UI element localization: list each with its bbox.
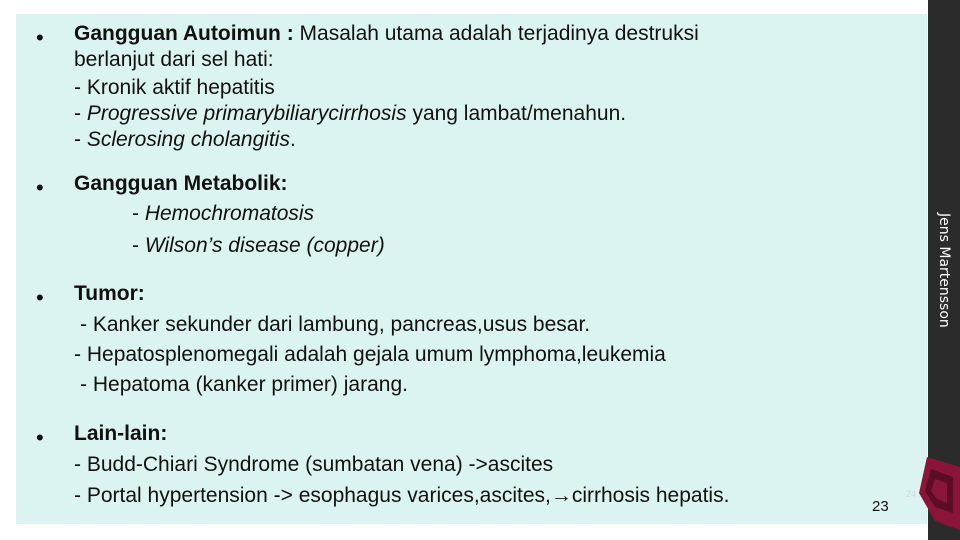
- item-text: Kronik aktif hepatitis: [86, 76, 275, 99]
- item-prefix: -: [74, 484, 81, 507]
- list-item: [132, 201, 314, 227]
- item-text: cirrhosis hepatis.: [571, 484, 730, 507]
- list-item: [132, 233, 385, 259]
- bullet-autoimun: •: [36, 25, 44, 50]
- item-text: Kanker sekunder dari lambung, pancreas,usus besar.: [92, 313, 591, 336]
- list-item: [74, 101, 626, 127]
- heading-autoimun-line: [74, 21, 699, 47]
- item-prefix: -: [74, 76, 81, 99]
- autoimun-continuation: berlanjut dari sel hati:: [74, 48, 274, 71]
- item-text: Portal hypertension -> esophagus varices,ascites,: [86, 484, 551, 507]
- item-text: Hepatosplenomegali adalah gejala umum lymphoma,leukemia: [86, 343, 666, 366]
- author-label: Jens Martensson: [936, 212, 952, 328]
- item-text-italic: Wilson’s disease (copper): [144, 234, 385, 257]
- page-number: 23: [872, 498, 889, 515]
- item-text: Budd-Chiari Syndrome (sumbatan vena) ->ascites: [86, 453, 554, 476]
- list-item: [74, 342, 666, 368]
- item-text-italic: Sclerosing cholangitis: [86, 128, 290, 151]
- list-item: [80, 312, 590, 338]
- item-prefix: -: [132, 202, 145, 225]
- bullet-tumor: •: [36, 285, 44, 310]
- item-prefix: -: [74, 102, 81, 125]
- item-text-italic: Progressive primarybiliarycirrhosis: [86, 102, 407, 125]
- item-text: Hepatoma (kanker primer) jarang.: [92, 373, 408, 396]
- right-arrow-icon: →: [550, 484, 572, 507]
- heading-autoimun: Gangguan Autoimun :: [74, 22, 294, 45]
- list-item: [80, 372, 408, 398]
- list-item: [74, 483, 729, 509]
- heading-autoimun-rest: Masalah utama adalah terjadinya destruksi: [299, 22, 699, 45]
- item-prefix: -: [74, 343, 81, 366]
- slide-number-small: 24: [906, 489, 917, 499]
- list-item: [74, 452, 553, 478]
- heading-lain-lain: Lain-lain:: [74, 422, 168, 445]
- item-text: yang lambat/menahun.: [412, 102, 627, 125]
- item-text: .: [289, 128, 296, 151]
- item-prefix: -: [132, 234, 145, 257]
- heading-metabolik: Gangguan Metabolik:: [74, 172, 288, 195]
- list-item: [74, 75, 275, 101]
- item-prefix: -: [74, 128, 87, 151]
- bullet-metabolik: •: [36, 175, 44, 200]
- list-item: [74, 127, 296, 153]
- item-prefix: -: [74, 453, 81, 476]
- bullet-lain-lain: •: [36, 425, 44, 450]
- item-prefix: -: [80, 313, 87, 336]
- item-text-italic: Hemochromatosis: [144, 202, 315, 225]
- item-prefix: -: [80, 373, 87, 396]
- heading-tumor: Tumor:: [74, 282, 145, 305]
